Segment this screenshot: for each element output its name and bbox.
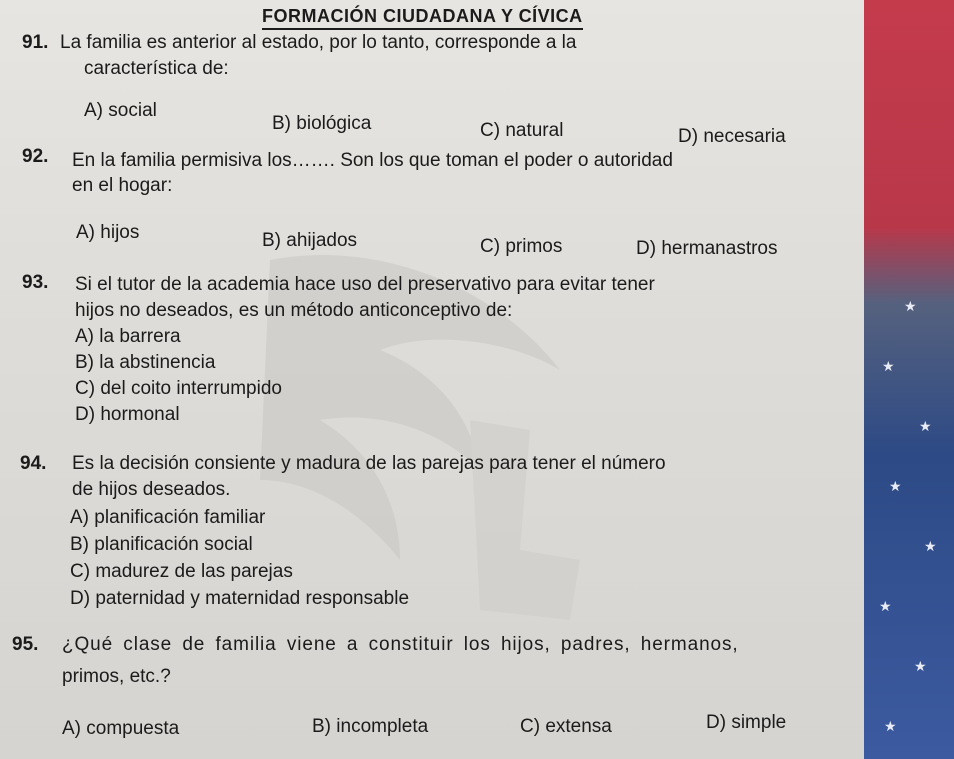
q94-text-line1: Es la decisión consiente y madura de las parejas para tener el número [72, 453, 666, 474]
q91-number: 91. [22, 32, 49, 53]
q92-option-d: D) hermanastros [636, 238, 778, 259]
q94-option-c: C) madurez de las parejas [70, 561, 293, 582]
q94-option-a: A) planificación familiar [70, 507, 266, 528]
q94-number: 94. [20, 453, 47, 474]
q95-option-a: A) compuesta [62, 718, 180, 739]
q94-text-line2: de hijos deseados. [72, 479, 231, 500]
star-icon: ★ [919, 419, 932, 435]
star-icon: ★ [914, 659, 927, 675]
q95-option-c: C) extensa [520, 716, 612, 737]
star-icon: ★ [889, 479, 902, 495]
q91-option-a: A) social [84, 100, 157, 121]
q95-text-line2: primos, etc.? [62, 666, 171, 687]
flag-strip [864, 0, 954, 759]
q91-option-d: D) necesaria [678, 126, 786, 147]
star-icon: ★ [884, 719, 897, 735]
q93-option-b: B) la abstinencia [75, 352, 216, 373]
q91-text-line2: característica de: [84, 58, 229, 79]
q94-option-b: B) planificación social [70, 534, 253, 555]
q91-text-line1: La familia es anterior al estado, por lo tanto, corresponde a la [60, 32, 577, 53]
q91-option-b: B) biológica [272, 113, 372, 134]
q95-option-b: B) incompleta [312, 716, 429, 737]
star-icon: ★ [924, 539, 937, 555]
page-title: FORMACIÓN CIUDADANA Y CÍVICA [262, 6, 583, 30]
star-icon: ★ [879, 599, 892, 615]
q92-option-c: C) primos [480, 236, 563, 257]
q93-option-c: C) del coito interrumpido [75, 378, 282, 399]
q92-text-line2: en el hogar: [72, 175, 173, 196]
q93-text-line2: hijos no deseados, es un método anticonceptivo de: [75, 300, 513, 321]
q91-option-c: C) natural [480, 120, 564, 141]
star-icon: ★ [904, 299, 917, 315]
q92-option-a: A) hijos [76, 222, 140, 243]
q92-number: 92. [22, 146, 49, 167]
q95-text-line1: ¿Qué clase de familia viene a constituir los hijos, padres, hermanos, [62, 634, 739, 655]
q93-option-a: A) la barrera [75, 326, 181, 347]
q93-number: 93. [22, 272, 49, 293]
q93-option-d: D) hormonal [75, 404, 180, 425]
q93-text-line1: Si el tutor de la academia hace uso del preservativo para evitar tener [75, 274, 655, 295]
q95-number: 95. [12, 634, 39, 655]
star-icon: ★ [882, 359, 895, 375]
q94-option-d: D) paternidad y maternidad responsable [70, 588, 410, 609]
q92-text-line1: En la familia permisiva los……. Son los que toman el poder o autoridad [72, 150, 673, 171]
q95-option-d: D) simple [706, 712, 787, 733]
q92-option-b: B) ahijados [262, 230, 358, 251]
